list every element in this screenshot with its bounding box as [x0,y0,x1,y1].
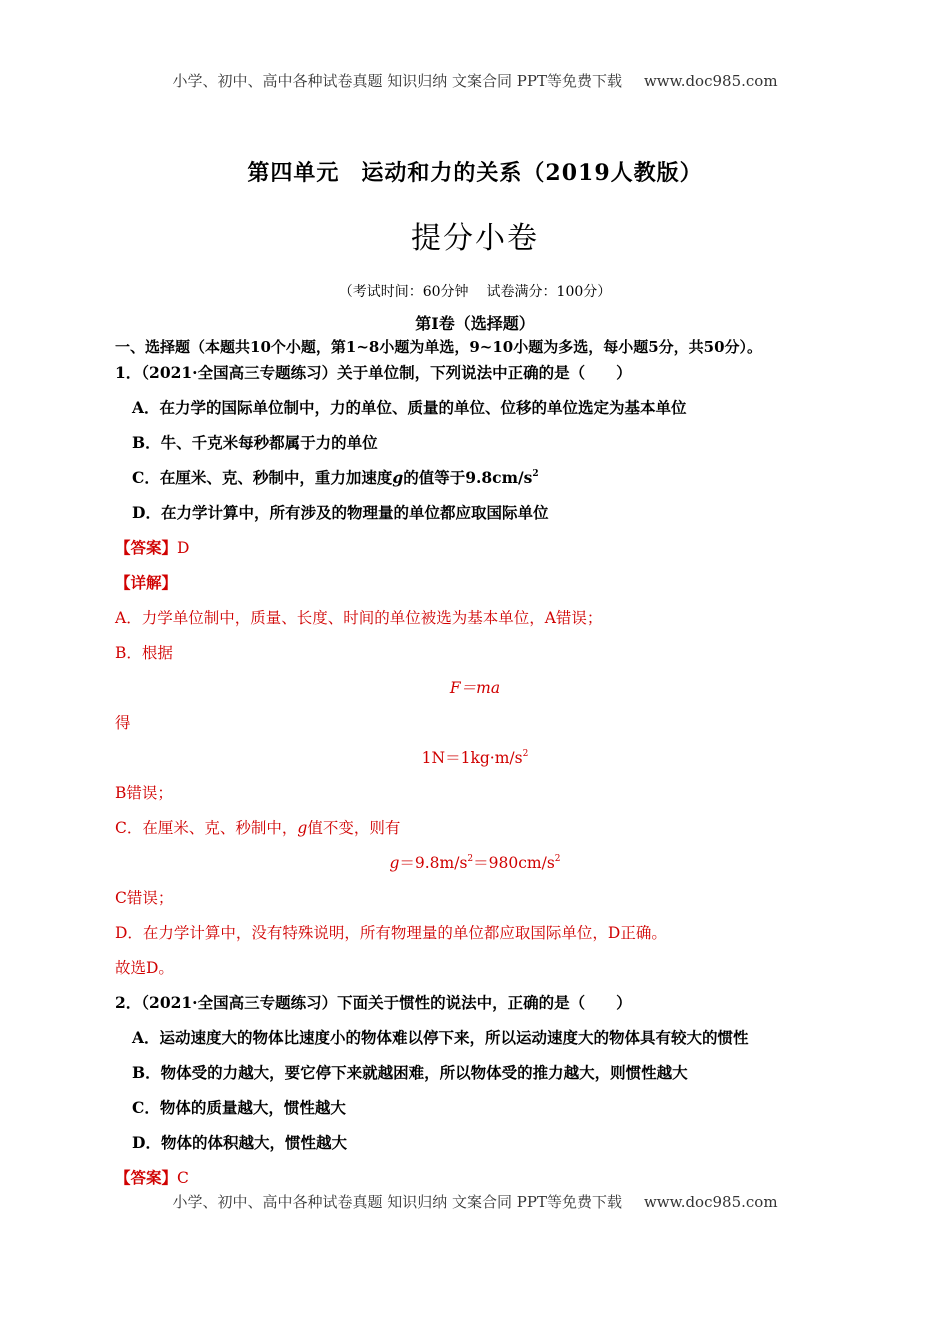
section-header: 一、选择题（本题共10个小题，第1~8小题为单选，9~10小题为多选，每小题5分，共50分）。 [115,338,763,356]
exp-c-tail: 值不变，则有 [307,819,401,837]
q1-detail-label: 【详解】 [115,573,178,592]
footer-url[interactable]: www.doc985.com [643,1193,778,1211]
q1-option-d: D．在力学计算中，所有涉及的物理量的单位都应取国际单位 [132,503,549,522]
q1-answer-value: D [177,539,190,557]
q1-option-c-head: C．在厘米、克、秒制中，重力加速度 [132,468,393,487]
q1-answer-label: 【答案】 [115,538,178,557]
q1-exp-b-wrong: B错误； [115,784,173,802]
volume-title: 第Ⅰ卷（选择题） [415,314,535,333]
q1-option-c-var: g [392,468,404,487]
q1-formula-3 [0,851,950,873]
q1-exp-b: B．根据 [115,644,173,662]
exp-c-var: g [297,819,308,837]
title-unit: 第四单元 [247,160,340,186]
q2-option-d: D．物体的体积越大，惯性越大 [132,1133,347,1152]
q1-option-b: B．牛、千克米每秒都属于力的单位 [132,433,378,452]
formula-3-var: g [389,854,400,872]
formula-2-exp: 2 [522,749,529,759]
formula-1-text: F＝ma [449,679,501,697]
exam-info [0,281,950,301]
page-footer [0,1191,950,1212]
q1-formula-1 [0,676,950,698]
q1-conclusion: 故选D。 [115,959,174,977]
q2-option-b: B．物体受的力越大，要它停下来就越困难，所以物体受的推力越大，则惯性越大 [132,1063,688,1082]
q1-exp-a: A．力学单位制中，质量、长度、时间的单位被选为基本单位，A错误； [115,609,603,627]
page-header [0,70,950,91]
exp-c-head: C．在厘米、克、秒制中， [115,819,298,837]
formula-3-exp-a: 2 [467,854,474,864]
formula-3-b: ＝980cm/s [473,854,555,872]
exam-score: 试卷满分：100分） [486,284,612,300]
q1-option-c-tail: 的值等于9.8cm/s [403,468,533,487]
formula-3-a: ＝9.8m/s [399,854,468,872]
formula-3-exp-b: 2 [554,854,561,864]
footer-text: 小学、初中、高中各种试卷真题 知识归纳 文案合同 PPT等免费下载 [172,1193,622,1211]
q2-option-c: C．物体的质量越大，惯性越大 [132,1098,346,1117]
header-text: 小学、初中、高中各种试卷真题 知识归纳 文案合同 PPT等免费下载 [172,72,622,90]
q1-exp-c-wrong: C错误； [115,889,174,907]
page-title [0,156,950,187]
formula-2-text: 1N＝1kg·m/s [421,749,523,767]
q1-option-a: A．在力学的国际单位制中，力的单位、质量的单位、位移的单位选定为基本单位 [132,398,687,417]
page-subtitle: 提分小卷 [411,221,539,256]
title-topic: 运动和力的关系（2019人教版） [361,160,703,186]
q2-option-a: A．运动速度大的物体比速度小的物体难以停下来，所以运动速度大的物体具有较大的惯性 [132,1028,749,1047]
q1-formula-2 [0,746,950,768]
header-url[interactable]: www.doc985.com [643,72,778,90]
q1-option-c [132,466,539,488]
q2-answer [115,1166,189,1188]
q2-stem: 2．（2021·全国高三专题练习）下面关于惯性的说法中，正确的是（ ） [115,993,632,1012]
q1-option-c-exp: 2 [532,469,539,479]
q1-stem: 1．（2021·全国高三专题练习）关于单位制，下列说法中正确的是（ ） [115,363,632,382]
q1-exp-d: D．在力学计算中，没有特殊说明，所有物理量的单位都应取国际单位，D正确。 [115,924,667,942]
q1-exp-de: 得 [115,714,131,732]
q2-answer-label: 【答案】 [115,1168,178,1187]
q2-answer-value: C [177,1169,189,1187]
q1-exp-c [115,816,400,838]
exam-time: （考试时间：60分钟 [338,284,469,300]
q1-answer [115,536,189,558]
